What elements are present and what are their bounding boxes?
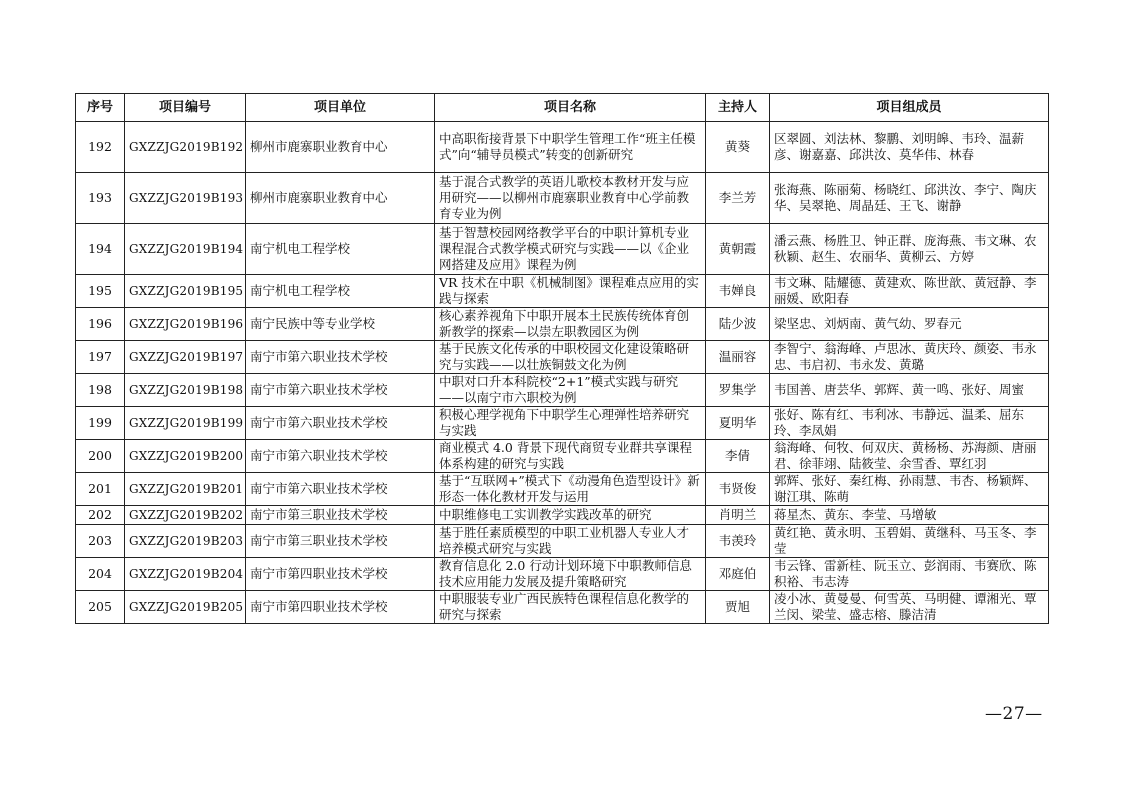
row-project-code: GXZZJG2019B204 [125, 558, 246, 591]
row-project-code: GXZZJG2019B203 [125, 525, 246, 558]
row-index: 198 [76, 374, 125, 407]
row-host: 温丽容 [706, 341, 770, 374]
row-members: 郭辉、张好、秦红梅、孙雨慧、韦杏、杨颖辉、谢江琪、陈萌 [770, 473, 1049, 506]
row-project-code: GXZZJG2019B201 [125, 473, 246, 506]
row-members: 梁坚忠、刘炳南、黄气幼、罗春元 [770, 308, 1049, 341]
row-project-name: 积极心理学视角下中职学生心理弹性培养研究与实践 [435, 407, 706, 440]
table-row [76, 407, 1049, 440]
row-project-unit: 南宁市第六职业技术学校 [246, 473, 435, 506]
row-index: 202 [76, 506, 125, 525]
table-row [76, 275, 1049, 308]
row-project-name: 中职服装专业广西民族特色课程信息化教学的研究与探索 [435, 591, 706, 624]
table-row [76, 341, 1049, 374]
projects-table-container [75, 93, 1048, 624]
row-project-unit: 南宁民族中等专业学校 [246, 308, 435, 341]
row-members: 潘云燕、杨胜卫、钟正群、庞海燕、韦文琳、农秋颖、赵生、农丽华、黄柳云、方婷 [770, 224, 1049, 275]
header-index: 序号 [76, 94, 125, 122]
row-project-code: GXZZJG2019B196 [125, 308, 246, 341]
row-members: 韦国善、唐芸华、郭辉、黄一鸣、张好、周蜜 [770, 374, 1049, 407]
row-project-name: 基于混合式教学的英语儿歌校本教材开发与应用研究——以柳州市鹿寨职业教育中心学前教育专业为例 [435, 173, 706, 224]
row-members: 韦文琳、陆耀德、黄建欢、陈世歆、黄冠静、李丽媛、欧阳春 [770, 275, 1049, 308]
table-row [76, 374, 1049, 407]
table-row [76, 308, 1049, 341]
row-index: 195 [76, 275, 125, 308]
row-host: 李兰芳 [706, 173, 770, 224]
row-host: 夏明华 [706, 407, 770, 440]
row-project-name: 中职维修电工实训教学实践改革的研究 [435, 506, 706, 525]
row-project-name: 核心素养视角下中职开展本土民族传统体育创新教学的探索—以崇左职教园区为例 [435, 308, 706, 341]
row-index: 199 [76, 407, 125, 440]
row-project-unit: 南宁市第六职业技术学校 [246, 440, 435, 473]
row-project-name: 基于民族文化传承的中职校园文化建设策略研究与实践——以壮族铜鼓文化为例 [435, 341, 706, 374]
row-host: 韦婵良 [706, 275, 770, 308]
row-members: 凌小冰、黄曼曼、何雪英、马明健、谭湘光、覃兰闵、梁莹、盛志榕、滕洁清 [770, 591, 1049, 624]
header-project-unit: 项目单位 [246, 94, 435, 122]
row-host: 罗集学 [706, 374, 770, 407]
row-project-unit: 南宁机电工程学校 [246, 275, 435, 308]
header-host: 主持人 [706, 94, 770, 122]
row-index: 194 [76, 224, 125, 275]
row-index: 196 [76, 308, 125, 341]
row-index: 197 [76, 341, 125, 374]
row-host: 贾旭 [706, 591, 770, 624]
header-members: 项目组成员 [770, 94, 1049, 122]
row-index: 192 [76, 122, 125, 173]
row-members: 黄红艳、黄永明、玉碧娟、黄继科、马玉冬、李莹 [770, 525, 1049, 558]
row-project-code: GXZZJG2019B193 [125, 173, 246, 224]
row-index: 201 [76, 473, 125, 506]
projects-table [75, 93, 1049, 624]
table-row [76, 506, 1049, 525]
row-index: 204 [76, 558, 125, 591]
row-index: 200 [76, 440, 125, 473]
row-project-name: 基于“互联网+”模式下《动漫角色造型设计》新形态一体化教材开发与运用 [435, 473, 706, 506]
row-members: 张海燕、陈丽菊、杨晓红、邱洪汝、李宁、陶庆华、吴翠艳、周晶廷、王飞、谢静 [770, 173, 1049, 224]
row-host: 陆少波 [706, 308, 770, 341]
row-members: 蒋星杰、黄东、李莹、马增敏 [770, 506, 1049, 525]
table-row [76, 525, 1049, 558]
row-project-unit: 南宁市第六职业技术学校 [246, 374, 435, 407]
row-members: 韦云锋、雷新桂、阮玉立、彭润雨、韦赛欣、陈积裕、韦志涛 [770, 558, 1049, 591]
row-project-name: 基于胜任素质模型的中职工业机器人专业人才培养模式研究与实践 [435, 525, 706, 558]
table-row [76, 473, 1049, 506]
table-row [76, 173, 1049, 224]
row-host: 李倩 [706, 440, 770, 473]
row-project-unit: 南宁市第四职业技术学校 [246, 558, 435, 591]
row-index: 193 [76, 173, 125, 224]
row-project-unit: 南宁机电工程学校 [246, 224, 435, 275]
row-project-unit: 柳州市鹿寨职业教育中心 [246, 173, 435, 224]
row-project-unit: 南宁市第三职业技术学校 [246, 525, 435, 558]
table-row [76, 224, 1049, 275]
table-header-row [76, 94, 1049, 122]
table-row [76, 558, 1049, 591]
row-members: 李智宁、翁海峰、卢思冰、黄庆玲、颜姿、韦永忠、韦启初、韦永发、黄璐 [770, 341, 1049, 374]
row-project-code: GXZZJG2019B192 [125, 122, 246, 173]
table-row [76, 591, 1049, 624]
row-host: 邓庭伯 [706, 558, 770, 591]
row-index: 203 [76, 525, 125, 558]
row-host: 黄葵 [706, 122, 770, 173]
row-project-name: VR 技术在中职《机械制图》课程难点应用的实践与探索 [435, 275, 706, 308]
row-project-code: GXZZJG2019B199 [125, 407, 246, 440]
row-project-code: GXZZJG2019B197 [125, 341, 246, 374]
header-project-code: 项目编号 [125, 94, 246, 122]
row-project-name: 基于智慧校园网络教学平台的中职计算机专业课程混合式教学模式研究与实践——以《企业网搭建及应用》课程为例 [435, 224, 706, 275]
row-members: 翁海峰、何牧、何双庆、黄杨杨、苏海颜、唐丽君、徐菲翊、陆筱莹、余雪香、覃红羽 [770, 440, 1049, 473]
row-project-code: GXZZJG2019B198 [125, 374, 246, 407]
row-members: 张好、陈有红、韦利冰、韦静远、温柔、屈东玲、李凤娟 [770, 407, 1049, 440]
page-number: —27— [985, 704, 1043, 724]
table-row [76, 122, 1049, 173]
header-project-name: 项目名称 [435, 94, 706, 122]
row-project-name: 商业模式 4.0 背景下现代商贸专业群共享课程体系构建的研究与实践 [435, 440, 706, 473]
row-index: 205 [76, 591, 125, 624]
row-project-unit: 柳州市鹿寨职业教育中心 [246, 122, 435, 173]
row-project-code: GXZZJG2019B205 [125, 591, 246, 624]
row-project-code: GXZZJG2019B200 [125, 440, 246, 473]
row-project-code: GXZZJG2019B194 [125, 224, 246, 275]
row-members: 区翠圆、刘法林、黎鹏、刘明皞、韦玲、温薪彦、谢嘉嘉、邱洪汝、莫华伟、林春 [770, 122, 1049, 173]
row-project-unit: 南宁市第六职业技术学校 [246, 407, 435, 440]
row-project-unit: 南宁市第四职业技术学校 [246, 591, 435, 624]
row-host: 韦羡玲 [706, 525, 770, 558]
row-project-name: 中职对口升本科院校“2+1”模式实践与研究——以南宁市六职校为例 [435, 374, 706, 407]
row-project-code: GXZZJG2019B202 [125, 506, 246, 525]
row-project-unit: 南宁市第六职业技术学校 [246, 341, 435, 374]
row-project-name: 中高职衔接背景下中职学生管理工作“班主任模式”向“辅导员模式”转变的创新研究 [435, 122, 706, 173]
row-project-unit: 南宁市第三职业技术学校 [246, 506, 435, 525]
row-project-name: 教育信息化 2.0 行动计划环境下中职教师信息技术应用能力发展及提升策略研究 [435, 558, 706, 591]
row-host: 肖明兰 [706, 506, 770, 525]
row-host: 韦贤俊 [706, 473, 770, 506]
row-host: 黄朝霞 [706, 224, 770, 275]
row-project-code: GXZZJG2019B195 [125, 275, 246, 308]
table-row [76, 440, 1049, 473]
